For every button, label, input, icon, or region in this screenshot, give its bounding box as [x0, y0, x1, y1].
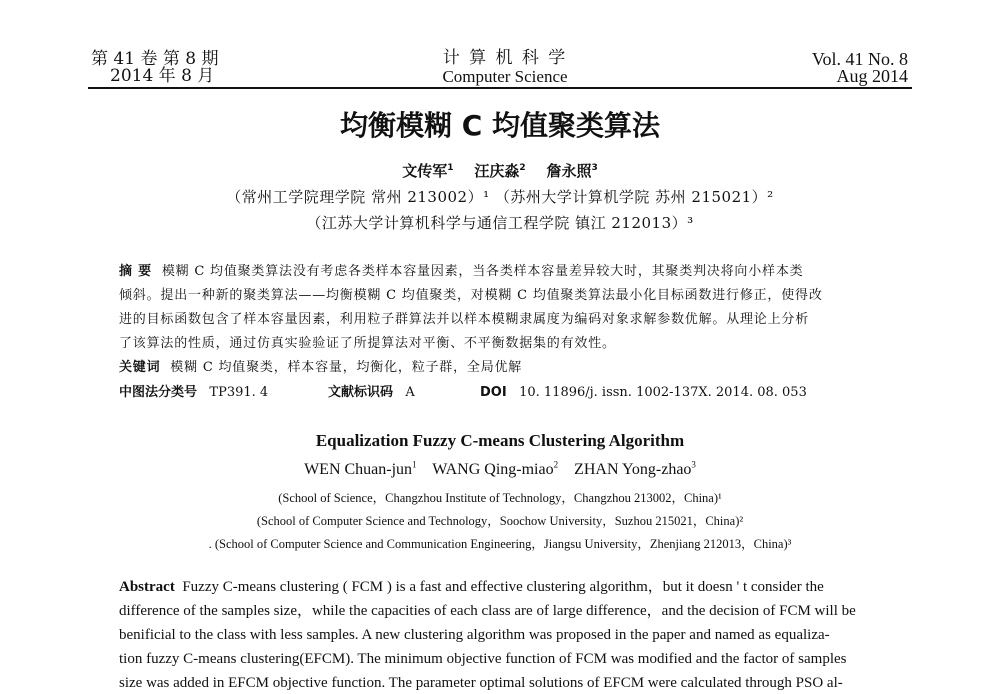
- journal-name-en: Computer Science: [442, 67, 568, 86]
- authors-en: [0, 461, 1000, 479]
- affiliation-en: (School of Computer Science and Technology，Soochow University，Suzhou 215021，China)²: [256, 514, 744, 528]
- abstract-cn-line: 摘 要 模糊 C 均值聚类算法没有考虑各类样本容量因素，当各类样本容量差异较大时，其聚类判决将向小样本类: [119, 264, 804, 279]
- classification-row: [119, 384, 268, 401]
- affiliation-cn: （常州工学院理学院 常州 213002）¹ （苏州大学计算机学院 苏州 215021）²: [226, 188, 774, 206]
- journal-volume-en: Vol. 41 No. 8: [811, 49, 908, 69]
- abstract-cn-line: 倾斜。提出一种新的聚类算法——均衡模糊 C 均值聚类，对模糊 C 均值聚类算法最小化目标函数进行修正，使得改: [119, 288, 823, 303]
- doc-code-label: 文献标识码: [328, 385, 394, 400]
- doc-code-value: A: [405, 385, 415, 400]
- authors-cn: [0, 160, 1000, 181]
- author-en: WEN Chuan-jun$^1$: [304, 459, 417, 478]
- affiliation-cn: （江苏大学计算机科学与通信工程学院 镇江 212013）³: [306, 214, 694, 232]
- paper-title-cn: 均衡模糊 C 均值聚类算法: [339, 109, 661, 142]
- abstract-en-label: Abstract: [119, 579, 175, 595]
- keywords-cn: 关键词 模糊 C 均值聚类，样本容量，均衡化，粒子群，全局优解: [119, 360, 523, 375]
- abstract-en-line: Abstract Fuzzy C-means clustering ( FCM ) is a fast and effective clustering algorithm，but it doesn ' t consider the: [119, 579, 824, 595]
- journal-date-en: Aug 2014: [836, 66, 908, 86]
- journal-date-cn: 2014 年 8 月: [110, 66, 215, 86]
- author-cn: 汪庆淼$^2$: [474, 162, 526, 180]
- abstract-cn-line: 了该算法的性质，通过仿真实验验证了所提算法对平衡、不平衡数据集的有效性。: [119, 336, 616, 351]
- affiliation-en: (School of Science，Changzhou Institute of Technology，Changzhou 213002，China)¹: [278, 491, 722, 505]
- doi-label: DOI: [480, 385, 507, 400]
- keywords-cn-label: 关键词: [119, 360, 161, 375]
- doi: [480, 384, 807, 401]
- abstract-en-line: benificial to the class with less samples. A new clustering algorithm was proposed in the paper and named as equaliza-: [119, 627, 830, 643]
- paper-title-en: Equalization Fuzzy C-means Clustering Algorithm: [315, 431, 685, 450]
- doc-code: [328, 384, 415, 401]
- clc-label: 中图法分类号: [119, 385, 198, 400]
- abstract-cn-label: 摘 要: [119, 264, 152, 279]
- author-cn: 詹永照$^3$: [546, 162, 598, 180]
- header-rule: [88, 87, 912, 89]
- abstract-en-line: size was added in EFCM objective function. The parameter optimal solutions of EFCM were calculated through PSO al-: [119, 675, 843, 691]
- author-cn: 文传军$^1$: [402, 162, 454, 180]
- author-en: ZHAN Yong-zhao$^3$: [574, 459, 696, 478]
- abstract-en-line: tion fuzzy C-means clustering(EFCM). The minimum objective function of FCM was modified and the factor of samples: [119, 651, 847, 667]
- abstract-en-line: difference of the samples size，while the capacities of each class are of large difference，and the decision of FCM will be: [119, 603, 856, 619]
- journal-volume-issue-cn: 第 41 卷 第 8 期: [91, 49, 219, 69]
- affiliation-en: . (School of Computer Science and Communication Engineering，Jiangsu University，Zhenjiang 212013，China)³: [208, 537, 792, 551]
- abstract-cn-line: 进的目标函数包含了样本容量因素，利用粒子群算法并以样本模糊隶属度为编码对象求解参数优解。从理论上分析: [119, 312, 810, 327]
- clc-value: TP391. 4: [209, 385, 269, 400]
- author-en: WANG Qing-miao$^2$: [432, 459, 559, 478]
- journal-name-cn: 计 算 机 科 学: [442, 48, 568, 68]
- doi-value: 10. 11896/j. issn. 1002-137X. 2014. 08. 053: [519, 385, 807, 400]
